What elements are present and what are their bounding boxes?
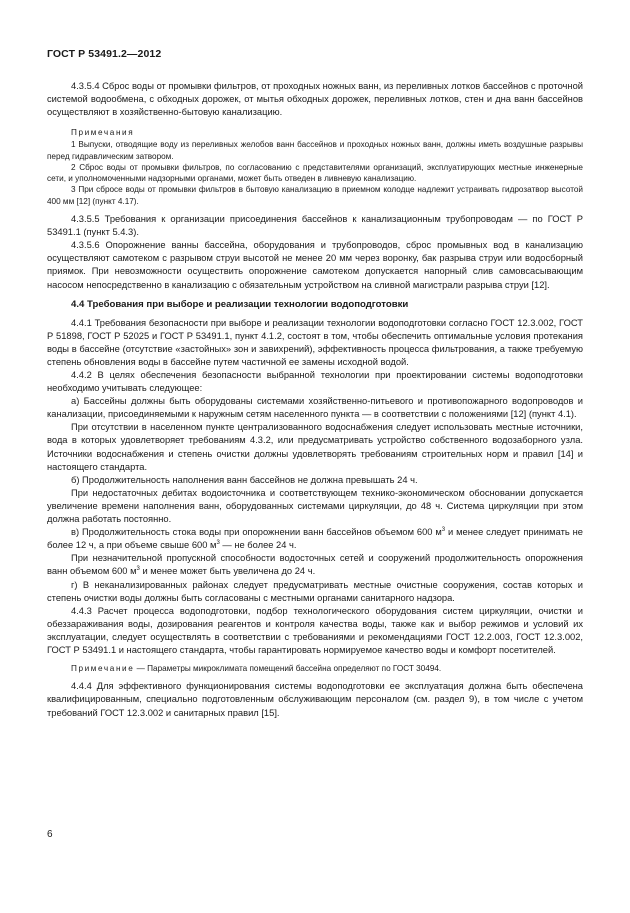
- paragraph-4-4-2-v-cont: [47, 552, 583, 578]
- text-span: При незначительной пропускной способности водосточных сетей и сооружений продолжительность опорожнения ванн объемом 600 м: [47, 553, 583, 577]
- note-text: — Параметры микроклимата помещений бассейна определяют по ГОСТ 30494.: [134, 664, 442, 674]
- text-span: и менее может быть увеличена до 24 ч.: [139, 566, 316, 577]
- note-inline: [47, 663, 583, 674]
- superscript: 3: [441, 527, 446, 534]
- paragraph-4-4-3: 4.4.3 Расчет процесса водоподготовки, подбор технологического оборудования систем циркуляции, очистки и обеззараживания воды, дозирования реагентов и контроля качества воды, также как и выбор режимов и условий их эксплуатации, следует осуществлять в соответствии с требованиями и рекомендациями ГОСТ 12.2.003, ГОСТ 12.3.002, ГОСТ Р 53491.1 и настоящего стандарта, чтобы гарантировать нормируемое качество воды и комфорт посетителей.: [47, 605, 583, 655]
- paragraph-4-4-2-b: б) Продолжительность наполнения ванн бассейнов не должна превышать 24 ч.: [71, 474, 418, 485]
- notes-title: Примечания: [71, 128, 135, 138]
- superscript: 3: [216, 540, 220, 547]
- paragraph-4-4-2-g: г) В неканализированных районах следует предусматривать местные очистные сооружения, состав которых и степень очистки воды должны быть согласованы с местными органами санитарного надзора.: [47, 579, 583, 603]
- note-label: Примечание: [71, 664, 135, 674]
- text-span: и менее следует принимать не более 12 ч, а при объеме свыше 600 м: [47, 527, 583, 551]
- paragraph-4-4-2: 4.4.2 В целях обеспечения безопасности выбранной технологии при проектировании системы водоподготовки необходимо учитывать следующее:: [47, 370, 583, 394]
- page-number: 6: [47, 829, 53, 840]
- paragraph-4-4-2-a: а) Бассейны должны быть оборудованы системами хозяйственно-питьевого и противопожарного водопроводов и канализации, присоединяемыми к наружным сетям населенного пункта — в соответствии с положениями [12] (пункт 4.1).: [47, 396, 583, 420]
- paragraph-4-4-2-v: [47, 526, 583, 552]
- paragraph-4-3-5-4: 4.3.5.4 Сброс воды от промывки фильтров, от проходных ножных ванн, из переливных лотков бассейнов с проточной системой водообмена, с обходных дорожек, от мытья обходных дорожек, переливных лотков, стен и дна ванн бассейнов осуществляют в хозяйственно-бытовую канализацию.: [47, 81, 583, 118]
- text-span: — не более 24 ч.: [219, 540, 297, 551]
- superscript: 3: [136, 566, 140, 573]
- page-body: [47, 80, 583, 720]
- paragraph-4-4-2-b-cont: При недостаточных дебитах водоисточника и соответствующем технико-экономическом обосновании допускается увеличение времени наполнения ванн, оборудованных системами циркуляции, до 48 ч. Система циркуляции при этом должна работать постоянно.: [47, 487, 583, 525]
- paragraph-4-3-5-5: 4.3.5.5 Требования к организации присоединения бассейнов к канализационным трубопроводам — по ГОСТ Р 53491.1 (пункт 5.4.3).: [47, 214, 583, 238]
- section-heading-4-4: 4.4 Требования при выборе и реализации технологии водоподготовки: [71, 298, 409, 310]
- note-1: 1 Выпуски, отводящие воду из переливных желобов ванн бассейнов и проходных ножных ванн, должны иметь воздушные разрывы перед гидравлическим затвором.: [47, 140, 583, 161]
- note-2: 2 Сброс воды от промывки фильтров, по согласованию с представителями организаций, эксплуатирующих местные инженерные сети, и уполномоченными надзорными органами, может быть отведен в ливневую канализацию.: [47, 162, 583, 184]
- paragraph-4-4-1: 4.4.1 Требования безопасности при выборе и реализации технологии водоподготовки согласно ГОСТ 12.3.002, ГОСТ Р 51898, ГОСТ Р 52025 и ГОСТ Р 53491.1, пункт 4.1.2, состоят в том, чтобы обеспечить оптимальные условия протекания воды в бассейне (отсутствие «застойных» зон и завихрений), эффективность процесса фильтрования, а также требуемую степень обновления воды в бассейне путем частичной ее замены исходной водой.: [47, 317, 583, 367]
- document-header: ГОСТ Р 53491.2—2012: [47, 48, 162, 60]
- paragraph-4-3-5-6: 4.3.5.6 Опорожнение ванны бассейна, оборудования и трубопроводов, сброс промывных вод в канализацию осуществляют самотеком с разрывом струи высотой не менее 20 мм через воронку, бак разрыва струи или водосборный приямок. При невозможности осуществить опорожнение самотеком допускается напорный слив самовсасывающим насосом непосредственно в канализацию с обязательным устройством на сливной магистрали разрыва струи [12].: [47, 240, 583, 290]
- paragraph-4-4-2-a-cont: При отсутствии в населенном пункте централизованного водоснабжения следует использовать местные источники, вода в которых удовлетворяет требованиям 4.3.2, или предусматривать устройство собственного водозаборного узла. Источники водоснабжения и степень очистки должны удовлетворять требованиям строительных норм и правил [14] и настоящего стандарта.: [47, 422, 583, 472]
- text-span: в) Продолжительность стока воды при опорожнении ванн бассейнов объемом 600 м: [71, 527, 442, 538]
- note-3: 3 При сбросе воды от промывки фильтров в бытовую канализацию в приемном колодце надлежит устраивать гидрозатвор высотой 400 мм [12] (пункт 4.17).: [47, 185, 583, 206]
- paragraph-4-4-4: 4.4.4 Для эффективного функционирования системы водоподготовки ее эксплуатация должна быть обеспечена квалифицированным, специально подготовленным обслуживающим персоналом (см. раздел 9), в том числе с учетом требований ГОСТ 12.3.002 и санитарных правил [15].: [47, 681, 583, 718]
